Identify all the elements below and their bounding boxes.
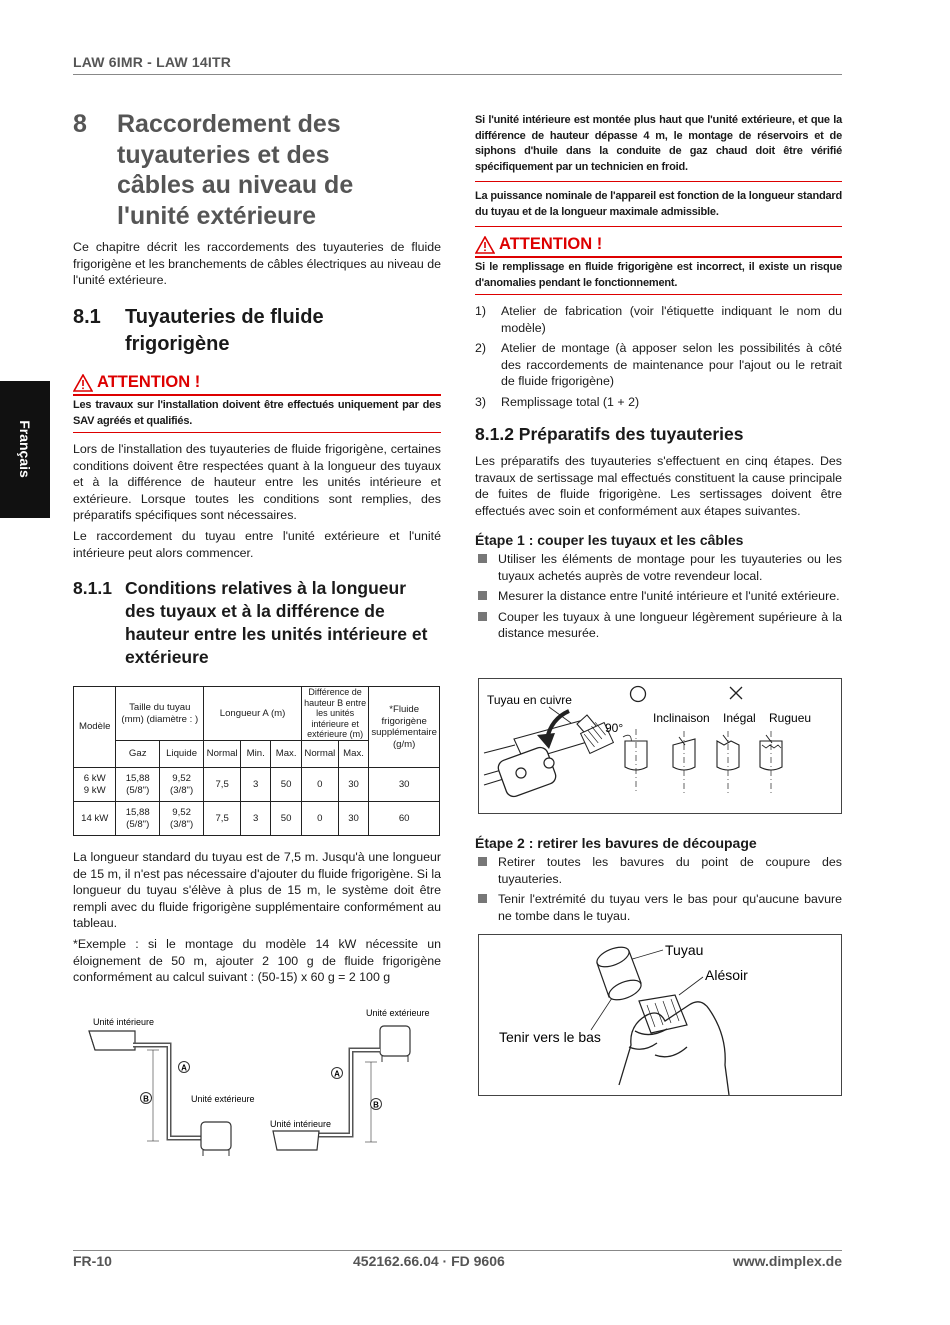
label-indoor-unit-left: Unité intérieure	[93, 1017, 155, 1027]
chapter-title-line: câbles au niveau de	[117, 171, 354, 199]
chapter-title-line: Raccordement des	[117, 110, 341, 138]
pipe-cutting-figure	[478, 678, 842, 814]
notes-block	[475, 113, 842, 227]
length-paragraphs	[73, 849, 441, 986]
bullet-square-icon	[478, 894, 487, 903]
document-number: 452162.66.04 · FD 9606	[353, 1253, 505, 1269]
section-number: 8.1	[73, 306, 101, 328]
cell-gaz: 15,88 (5/8")	[116, 768, 160, 802]
section-title-line: Conditions relatives à la longueur	[125, 578, 407, 598]
note-text: La puissance nominale de l'appareil est fonction de la longueur standard du tuyau et de la longueur maximale admissible.	[475, 190, 842, 218]
chapter-title-line: tuyauteries et des	[117, 140, 330, 169]
section-title-line: hauteur entre les unités intérieure et	[125, 624, 428, 644]
cell-liquide: 9,52 (3/8")	[160, 802, 204, 836]
paragraph: La longueur standard du tuyau est de 7,5 m. Jusqu'à une longueur de 15 m, il n'est pas nécessaire d'ajouter du fluide frigorigène. Si la longueur du tuyau s'élève à plus de 15 m, le système doit être rempli avec du fluide frigorigène supplémentaire conformément au tableau.	[73, 850, 441, 931]
th-longueur: Longueur A (m)	[204, 687, 302, 741]
cell-model: 6 kW 9 kW	[74, 768, 116, 802]
paragraph: Lors de l'installation des tuyauteries de fluide frigorigène, certaines conditions doivent être respectées quant à la longueur des tuyaux et à la différence de hauteur entre les unités intérieure et extérieure. Lorsque toutes les conditions sont remplies, des préparatifs spécifiques sont nécessaires.	[73, 442, 441, 523]
outdoor-unit-left-shape	[201, 1122, 231, 1150]
label-outdoor-unit-right: Unité extérieure	[366, 1008, 430, 1018]
th-diff: Différence de hauteur B entre les unités intérieure et extérieure (m)	[301, 687, 368, 741]
attention-bottom-rule	[73, 432, 441, 433]
label-outdoor-unit-left: Unité extérieure	[191, 1094, 255, 1104]
section-number: 8.1.1	[73, 578, 112, 598]
footer-rule	[73, 1250, 842, 1251]
list-item: Retirer toutes les bavures du point de coupure des tuyauteries.	[475, 854, 842, 887]
note-rule	[475, 226, 842, 227]
attention-rule	[475, 256, 842, 258]
page-number: FR-10	[73, 1253, 112, 1269]
section-title-line: extérieure	[125, 647, 209, 667]
svg-text:A: A	[181, 1063, 187, 1073]
list-item: Mesurer la distance entre l'unité intérieure et l'unité extérieure.	[475, 588, 842, 605]
list-item: Utiliser les éléments de montage pour les tuyauteries ou les tuyaux achetés auprès de votre revendeur local.	[475, 551, 842, 584]
warning-triangle-icon	[73, 374, 93, 392]
bullet-square-icon	[478, 554, 487, 563]
th-fluide: *Fluide frigorigène supplémentaire (g/m)	[369, 687, 440, 768]
attention-text: Les travaux sur l'installation doivent être effectués uniquement par des SAV agréés et qualifiés.	[73, 399, 441, 427]
installation-diagram	[73, 1000, 443, 1170]
list-item: 1) Atelier de fabrication (voir l'étiquette indiquant le nom du modèle)	[475, 304, 842, 335]
table-row	[74, 802, 440, 836]
cell-dmax: 30	[338, 802, 369, 836]
warning-triangle-icon	[475, 236, 495, 254]
list-item: Tenir l'extrémité du tuyau vers le bas pour qu'aucune bavure ne tombe dans le tuyau.	[475, 891, 842, 924]
cell-dnormal: 0	[301, 768, 338, 802]
cell-dmax: 30	[338, 768, 369, 802]
ok-circle-icon	[631, 687, 646, 702]
cell-fluide: 60	[369, 802, 440, 836]
intro-text: Ce chapitre décrit les raccordements des tuyauteries de fluide frigorigène et les branchements de câbles électriques au niveau de l'unité extérieure.	[73, 240, 441, 288]
bullet-square-icon	[478, 612, 487, 621]
section-title-line: des tuyaux et à la différence de	[125, 601, 385, 621]
cell-gaz: 15,88 (5/8")	[116, 802, 160, 836]
section-title-line: frigorigène	[125, 333, 230, 355]
chapter-number: 8	[73, 110, 87, 138]
cell-max: 50	[271, 768, 302, 802]
indoor-unit-left-shape	[89, 1031, 135, 1050]
attention-rule	[73, 394, 441, 396]
language-tab[interactable]	[0, 381, 50, 518]
th-normal2: Normal	[301, 741, 338, 768]
attention-text: Si le remplissage en fluide frigorigène est incorrect, il existe un risque d'anomalies pendant le fonctionnement.	[475, 261, 842, 289]
cell-fluide: 30	[369, 768, 440, 802]
label-alesoir: Alésoir	[705, 967, 748, 983]
indoor-unit-right-shape	[273, 1131, 319, 1150]
paragraph: *Exemple : si le montage du modèle 14 kW nécessite un éloignement de 50 m, ajouter 2 100 g de fluide frigorigène conformément au calcul suivant : (50-15) x 60 g = 2 100 g	[73, 936, 441, 985]
label-angle: 90°	[605, 721, 624, 735]
cell-liquide: 9,52 (3/8")	[160, 768, 204, 802]
cell-normal: 7,5	[204, 768, 241, 802]
chapter-heading	[73, 109, 441, 231]
body-paragraphs	[73, 441, 441, 561]
attention-box-left	[73, 373, 441, 433]
th-taille: Taille du tuyau (mm) (diamètre : )	[116, 687, 204, 741]
label-tenir-vers-le-bas: Tenir vers le bas	[499, 1029, 601, 1045]
section-8-1-1-heading	[73, 577, 448, 669]
outdoor-unit-right-shape	[380, 1026, 410, 1056]
th-max2: Max.	[338, 741, 369, 768]
th-model: Modèle	[74, 687, 116, 768]
th-normal: Normal	[204, 741, 241, 768]
label-inclinaison: Inclinaison	[653, 711, 710, 725]
list-item: 2) Atelier de montage (à apposer selon les possibilités à côté des raccordements de maintenance pour l'ajout ou le retrait de fluide frigorigène)	[475, 341, 842, 389]
cell-min: 3	[241, 802, 271, 836]
th-min: Min.	[241, 741, 271, 768]
chapter-title-line: l'unité extérieure	[117, 201, 317, 230]
th-liquide: Liquide	[160, 741, 204, 768]
nok-cross-icon	[730, 687, 742, 699]
attention-label: ATTENTION !	[97, 373, 201, 391]
cell-dnormal: 0	[301, 802, 338, 836]
label-indoor-unit-right: Unité intérieure	[270, 1119, 332, 1129]
th-gaz: Gaz	[116, 741, 160, 768]
numbered-list	[475, 303, 842, 411]
website-link[interactable]: www.dimplex.de	[732, 1253, 842, 1269]
th-max: Max.	[271, 741, 302, 768]
intro-paragraph	[73, 239, 441, 289]
label-tuyau-cuivre: Tuyau en cuivre	[487, 693, 572, 707]
section-8-1-2-heading: 8.1.2 Préparatifs des tuyauteries	[475, 424, 744, 444]
step1-list	[475, 551, 842, 642]
step2-list	[475, 854, 842, 924]
cell-model: 14 kW	[74, 802, 116, 836]
svg-text:B: B	[373, 1100, 379, 1110]
attention-title	[73, 373, 441, 392]
label-rugueux: Rugueu	[769, 711, 812, 725]
language-tab-label: Français	[17, 420, 33, 478]
prep-paragraph	[475, 453, 842, 519]
step2-heading: Étape 2 : retirer les bavures de découpage	[475, 835, 757, 851]
note-text: Si l'unité intérieure est montée plus haut que l'unité extérieure, et que la différence de hauteur dépasse 4 m, le montage de réservoirs et de siphons d'huile dans la conduite de gaz chaud doit être vérifié spécifiquement par un technicien en froid.	[475, 114, 842, 173]
cell-max: 50	[271, 802, 302, 836]
bullet-square-icon	[478, 857, 487, 866]
cell-normal: 7,5	[204, 802, 241, 836]
list-item: Couper les tuyaux à une longueur légèrement supérieure à la distance mesurée.	[475, 609, 842, 642]
attention-label: ATTENTION !	[499, 235, 603, 253]
header-rule	[73, 74, 842, 75]
label-tuyau: Tuyau	[665, 942, 704, 958]
svg-text:A: A	[334, 1069, 340, 1079]
svg-text:B: B	[143, 1094, 149, 1104]
pipe-spec-table	[73, 686, 440, 836]
section-title-line: Tuyauteries de fluide	[125, 306, 324, 328]
paragraph: Les préparatifs des tuyauteries s'effectuent en cinq étapes. Des travaux de sertissage mal effectués constituent la cause principale de fuites de fluide frigorigène. Les sertissages doivent être effectués avec soin et conformément aux étapes suivantes.	[475, 454, 842, 518]
label-inegal: Inégal	[723, 711, 756, 725]
bullet-square-icon	[478, 591, 487, 600]
paragraph: Le raccordement du tuyau entre l'unité extérieure et l'unité intérieure peut alors commencer.	[73, 528, 441, 560]
deburring-figure	[478, 934, 842, 1096]
attention-title	[475, 235, 842, 254]
reamer-shape	[639, 995, 687, 1033]
attention-box-right	[475, 235, 842, 295]
running-header: LAW 6IMR - LAW 14ITR	[73, 54, 231, 70]
step1-heading: Étape 1 : couper les tuyaux et les câbles	[475, 532, 744, 548]
pipe-left	[133, 1045, 201, 1138]
note-rule	[475, 181, 842, 182]
hand-shape	[619, 1002, 729, 1095]
section-8-1-heading	[73, 304, 441, 358]
list-item: 3) Remplissage total (1 + 2)	[475, 394, 640, 409]
attention-bottom-rule	[475, 294, 842, 295]
table-row	[74, 768, 440, 802]
cell-min: 3	[241, 768, 271, 802]
